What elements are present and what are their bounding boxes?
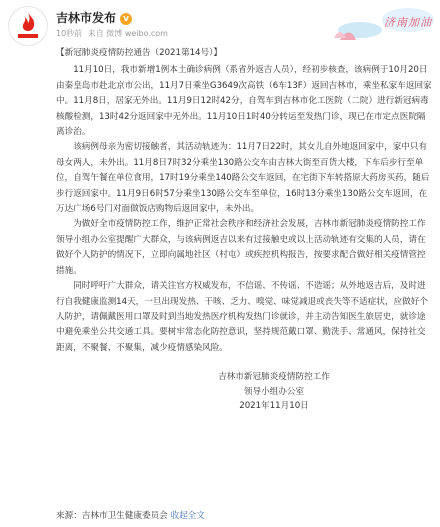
username[interactable]: 吉林市发布 v <box>56 9 132 26</box>
post-source: 来自 微博 weibo.com <box>87 29 168 38</box>
collapse-link[interactable]: 收起全文 <box>170 511 205 521</box>
paragraph-contact-trace: 该病例母亲为密切接触者，其活动轨迹为：11月7日22时，其女儿自外地返回家中，家中只有母女两人，未外出。11月8日7时32分乘坐130路公交车由吉林大街至百货大楼，下车后步行至单位，自驾午餐在单位食用，17时19分乘坐140路公交车返回，在宅街下车转搭原大药房买药，随后步行返回家中。11月9日6时57分乘坐130路公交车至单位，16时13分乘坐130路公交车返回，在万达广场6号门对面做饭店购物后返回家中，未外出。 <box>56 142 430 215</box>
banner-slogan: 济南加油 <box>384 16 432 29</box>
verified-badge-icon: v <box>120 13 132 25</box>
signature-block <box>56 370 432 414</box>
post-header <box>0 0 440 48</box>
paragraph-case-summary: 11月10日，我市新增1例本土确诊病例（系省外返吉人员），经初步核查，该病例于10月20日由秦皇岛市赴北京市公出，11月7日乘坐G3649次高铁（6车13F）返回吉林市，乘坐私家车返回家中。11月8日，居家无外出。11月9日12时42分，自驾车到吉林市化工医院（二院）进行新冠病毒核酸检测，13时42分返回家中无外出。11月10日1时40分转运至发热门诊，现已在市定点医院隔离诊治。 <box>56 65 432 138</box>
header-banner <box>320 0 440 48</box>
post-body <box>56 46 432 414</box>
avatar[interactable] <box>8 6 48 46</box>
source-name: 吉林市卫生健康委员会 <box>81 511 168 521</box>
post-time: 10秒前 <box>56 29 83 38</box>
source-line <box>56 509 205 521</box>
post-meta <box>56 28 171 39</box>
paragraph-public-advice: 同时呼吁广大群众，请关注官方权威发布，不信谣、不传谣、不造谣；从外地返吉后，及时进行自我健康监测14天，一旦出现发热、干咳、乏力、嗅觉、味觉减退或丧失等不适症状，应做好个人防护，请佩戴医用口罩及时到当地发热医疗机构发热门诊就诊，并主动告知医生旅居史，就诊途中避免乘坐公共交通工具。要树牢常态化防控意识，坚持规范戴口罩、勤洗手、常通风，保持社交距离，不聚餐、不聚集，减少疫情感染风险。 <box>56 281 428 353</box>
signature-office: 领导小组办公室 <box>243 386 305 397</box>
signature-org: 吉林市新冠肺炎疫情防控工作 <box>218 372 330 383</box>
post-title: 【新冠肺炎疫情防控通告（2021第14号）】 <box>56 48 223 58</box>
paragraph-reporting-notice: 为做好全市疫情防控工作，维护正常社会秩序和经济社会发展，吉林市新冠肺炎疫情防控工作领导小组办公室提醒广大群众，与该病例返吉以来有过接触史或以上活动轨迹有交集的人员，请在做好个人防护的情况下，立即向属地社区（村屯）或疾控机构报告，按要求配合做好相关疫情管控措施。 <box>56 219 426 276</box>
flame-logo-icon <box>9 7 47 45</box>
signature-date: 2021年11月10日 <box>239 401 309 412</box>
source-label: 来源： <box>56 511 82 521</box>
